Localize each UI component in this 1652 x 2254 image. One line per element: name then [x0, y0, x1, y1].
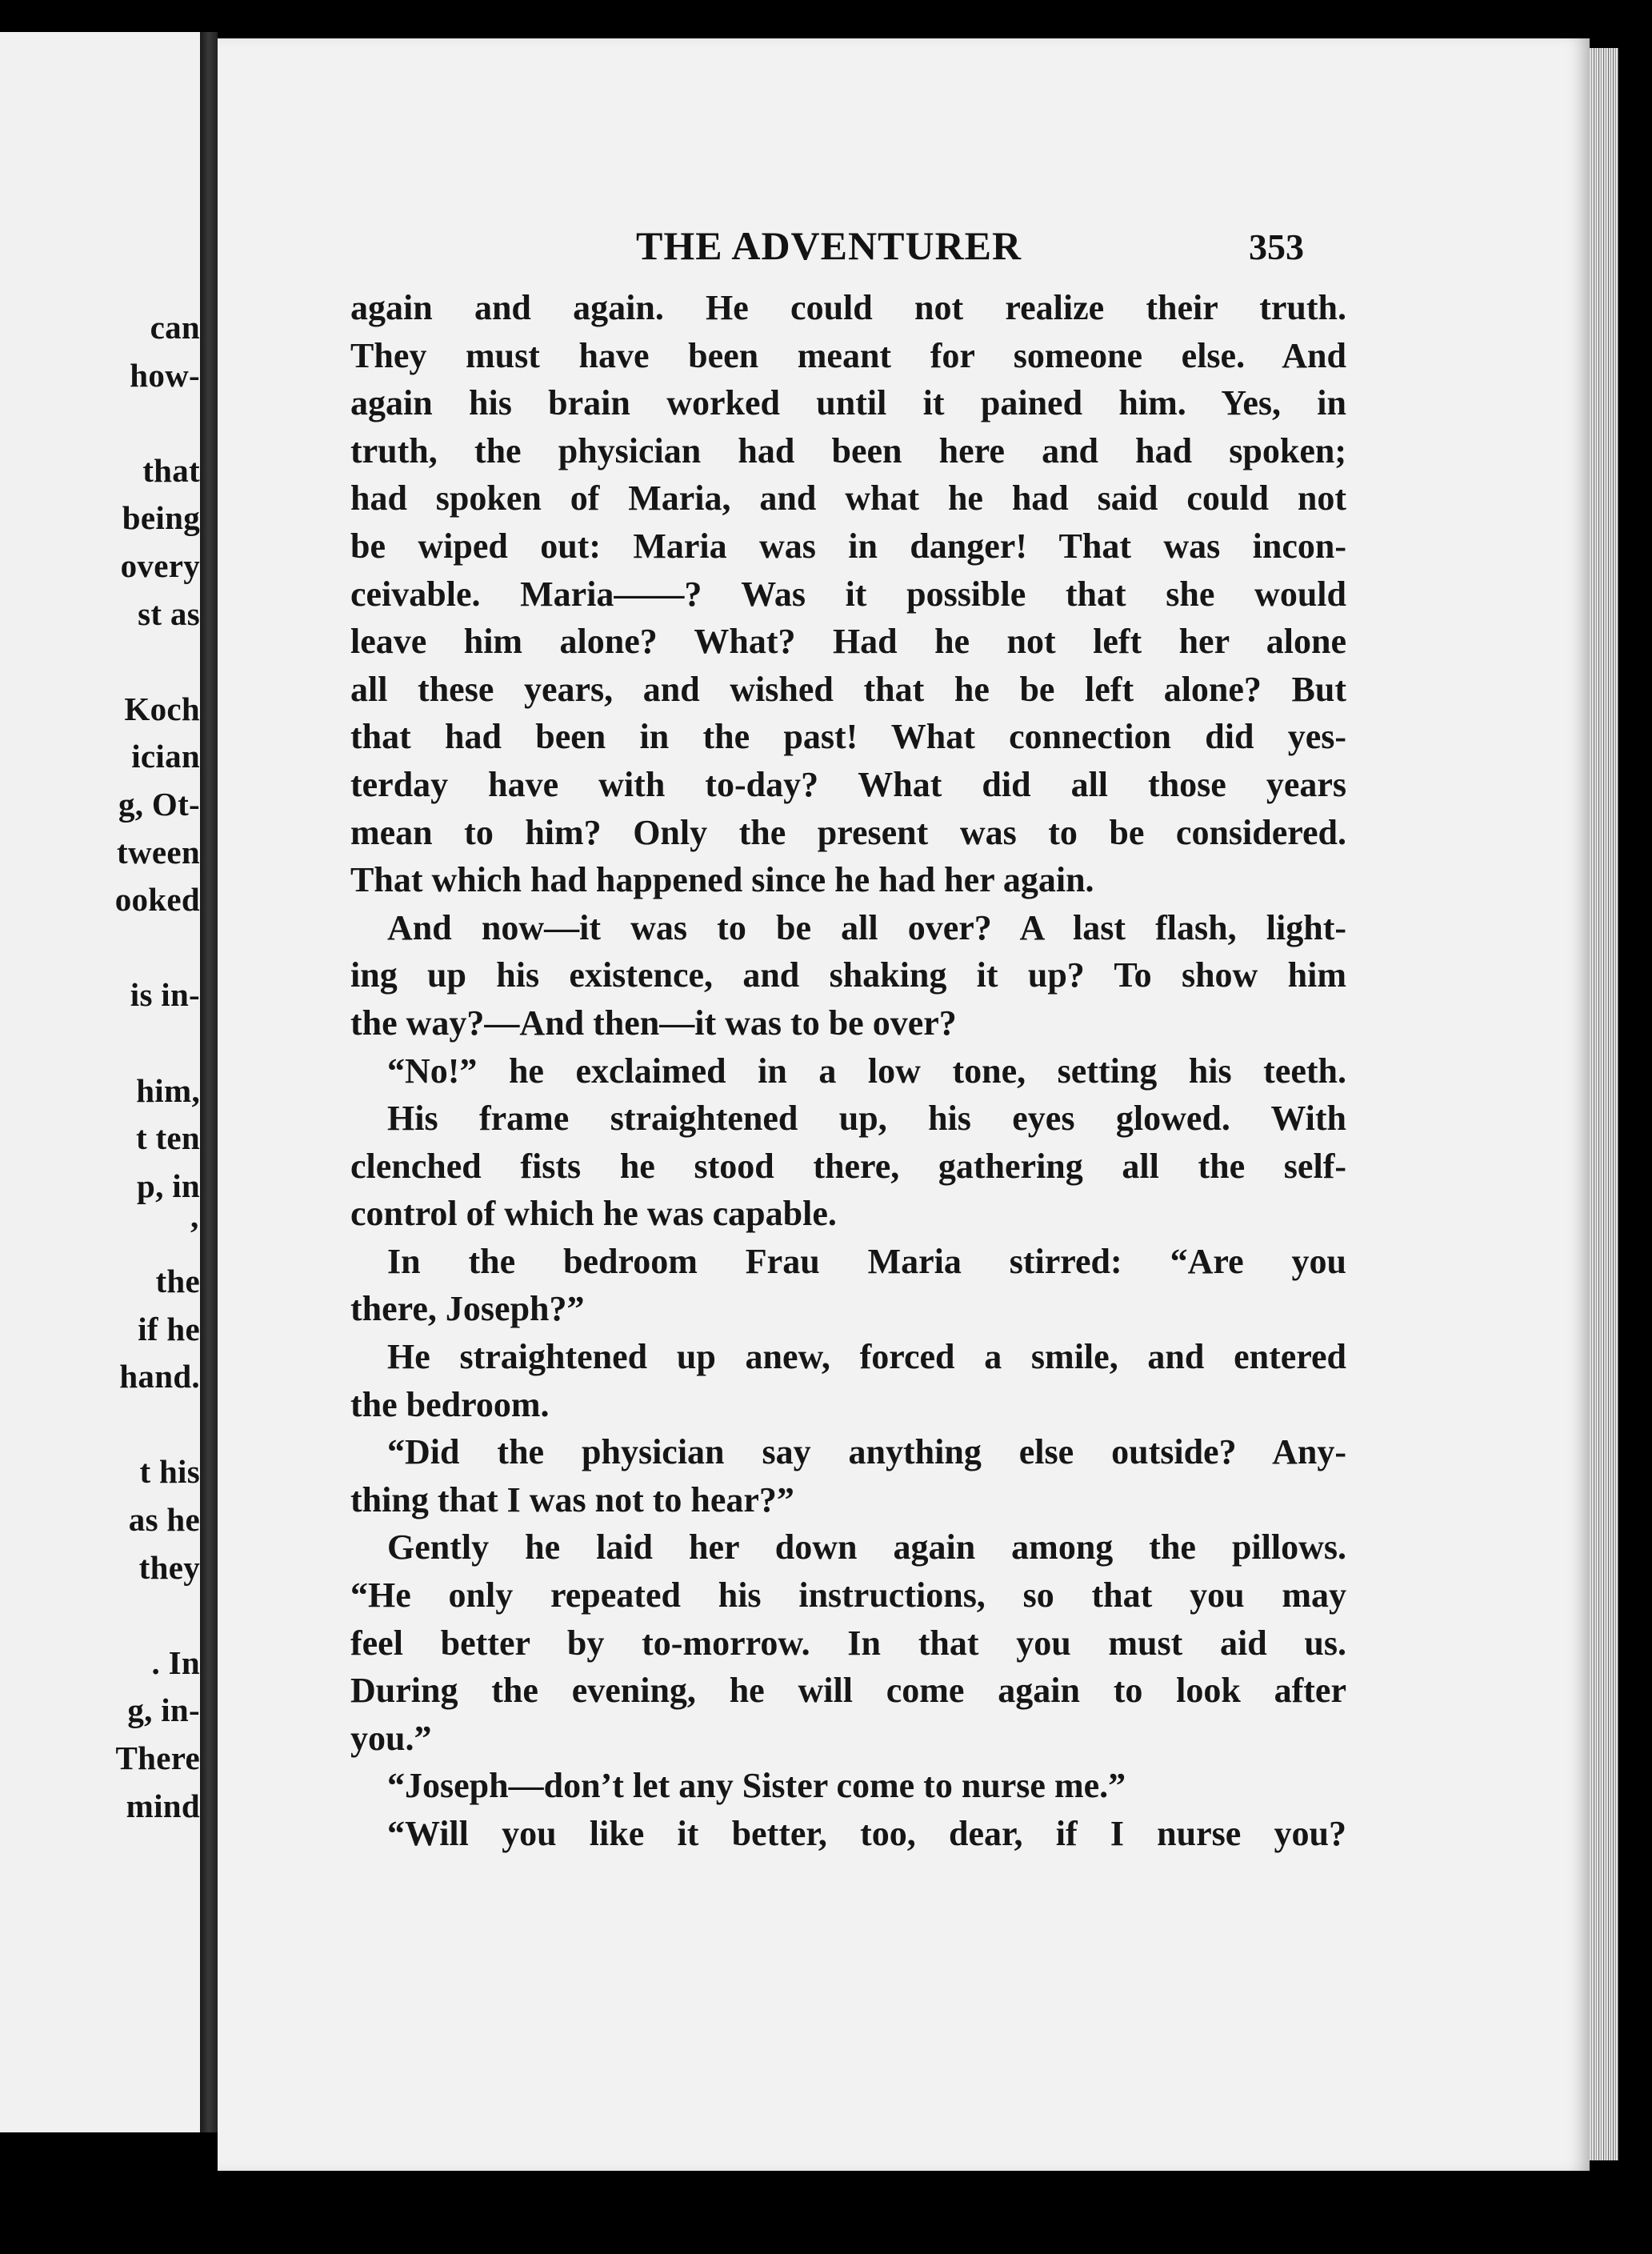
previous-page-line-fragment: p, in [137, 1167, 200, 1204]
text-line: control of which he was capable. [350, 1194, 837, 1234]
previous-page-line-fragment: There [115, 1740, 200, 1776]
text-line: the way?—And then—it was to be over? [350, 1003, 957, 1043]
text-line: That which had happened since he had her again. [350, 860, 1094, 900]
text-line: you.” [350, 1718, 432, 1758]
previous-page-line-fragment: Koch [124, 690, 200, 727]
text-line: They must have been meant for someone else. And [350, 335, 1346, 375]
text-line: again and again. He could not realize their truth. [350, 288, 1346, 327]
running-head: THE ADVENTURER [636, 223, 1022, 268]
page-edges [1590, 48, 1618, 2160]
text-line: clenched fists he stood there, gathering all the self- [350, 1146, 1346, 1186]
text-line: His frame straightened up, his eyes glowed. With [387, 1099, 1346, 1139]
text-line: “He only repeated his instructions, so that you may [350, 1575, 1346, 1615]
previous-page-line-fragment: that [142, 451, 200, 489]
previous-page-fragment [0, 32, 201, 2132]
text-line: feel better by to-morrow. In that you must aid us. [350, 1623, 1346, 1663]
previous-page-line-fragment: ooked [114, 881, 200, 919]
previous-page-line-fragment: overy [120, 547, 200, 584]
previous-page-line-fragment: tween [117, 833, 200, 871]
previous-page-line-fragment: is in- [130, 976, 200, 1014]
text-line: that had been in the past! What connection did yes- [350, 717, 1346, 757]
body-text [350, 284, 1346, 1858]
text-line: be wiped out: Maria was in danger! That was incon- [350, 526, 1346, 566]
text-line: “Joseph—don’t let any Sister come to nurse me.” [387, 1766, 1126, 1806]
previous-page-line-fragment: t his [139, 1453, 200, 1491]
text-line: the bedroom. [350, 1384, 550, 1424]
previous-page-line-fragment: st as [138, 595, 200, 632]
text-line: He straightened up anew, forced a smile, and entered [387, 1337, 1346, 1377]
text-line: all these years, and wished that he be left alone? But [350, 669, 1346, 709]
previous-page-line-fragment: t ten [135, 1119, 200, 1157]
text-line: Gently he laid her down again among the pillows. [387, 1527, 1346, 1567]
text-line: mean to him? Only the present was to be considered. [350, 812, 1346, 852]
previous-page-line-fragment: being [122, 499, 200, 537]
previous-page-line-fragment: mind [126, 1787, 200, 1824]
text-line: “Will you like it better, too, dear, if I nurse you? [387, 1814, 1346, 1853]
previous-page-line-fragment: the [155, 1263, 200, 1299]
text-line: truth, the physician had been here and had spoken; [350, 430, 1346, 470]
previous-page-line-fragment: . In [151, 1643, 200, 1681]
previous-page-line-fragment: as he [128, 1501, 200, 1538]
text-line: terday have with to-day? What did all those years [350, 764, 1346, 804]
previous-page-line-fragment: how- [130, 356, 200, 394]
text-line: During the evening, he will come again to look after [350, 1671, 1346, 1711]
previous-page-line-fragment: can [150, 309, 200, 346]
previous-page-line-fragment: him, [136, 1071, 200, 1109]
text-line: ceivable. Maria——? Was it possible that she would [350, 574, 1346, 614]
book-gutter [200, 32, 218, 2132]
text-line: leave him alone? What? Had he not left her alone [350, 622, 1346, 662]
text-line: “No!” he exclaimed in a low tone, setting his teeth. [387, 1051, 1346, 1091]
text-line: had spoken of Maria, and what he had said could not [350, 478, 1346, 518]
text-line: ing up his existence, and shaking it up? To show him [350, 955, 1346, 995]
previous-page-line-fragment: if he [138, 1310, 200, 1347]
text-line: In the bedroom Frau Maria stirred: “Are you [387, 1241, 1346, 1281]
previous-page-line-fragment: ’ [189, 1215, 200, 1252]
text-line: thing that I was not to hear?” [350, 1479, 794, 1519]
page-number: 353 [1249, 226, 1304, 267]
text-line: “Did the physician say anything else outside? Any- [387, 1432, 1346, 1472]
text-line: there, Joseph?” [350, 1289, 585, 1329]
previous-page-line-fragment: g, Ot- [118, 786, 200, 823]
previous-page-line-fragment: hand. [119, 1358, 200, 1395]
previous-page-line-fragment: g, in- [127, 1692, 200, 1729]
text-line: And now—it was to be all over? A last flash, light- [387, 907, 1346, 947]
text-line: again his brain worked until it pained him. Yes, in [350, 383, 1346, 423]
previous-page-line-fragment: ician [131, 738, 200, 775]
previous-page-line-fragment: they [138, 1548, 200, 1586]
